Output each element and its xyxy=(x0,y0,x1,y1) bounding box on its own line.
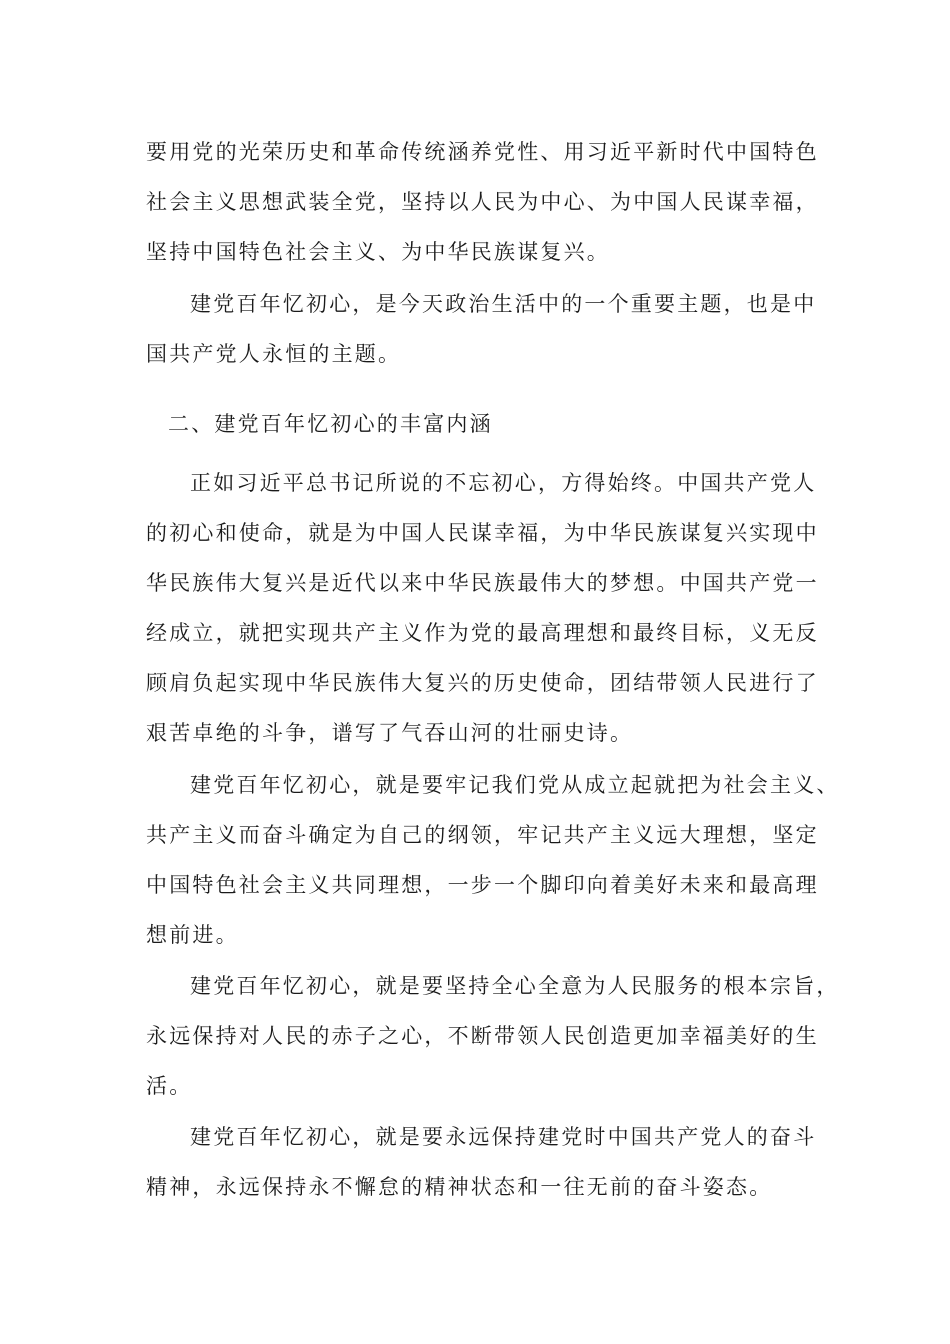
text-line: 顾肩负起实现中华民族伟大复兴的历史使命，团结带领人民进行了 xyxy=(146,671,819,695)
text-line: 建党百年忆初心，是今天政治生活中的一个重要主题，也是中 xyxy=(190,292,817,316)
text-line: 建党百年忆初心，就是要牢记我们党从成立起就把为社会主义、 xyxy=(190,773,840,797)
text-line: 建党百年忆初心，就是要永远保持建党时中国共产党人的奋斗 xyxy=(190,1125,817,1149)
text-line: 经成立，就把实现共产主义作为党的最高理想和最终目标，义无反 xyxy=(146,621,819,645)
text-line: 中国特色社会主义共同理想，一步一个脚印向着美好未来和最高理 xyxy=(146,873,819,897)
text-line: 艰苦卓绝的斗争，谱写了气吞山河的壮丽史诗。 xyxy=(146,721,634,745)
text-line: 建党百年忆初心，就是要坚持全心全意为人民服务的根本宗旨， xyxy=(190,974,840,998)
text-line: 正如习近平总书记所说的不忘初心，方得始终。中国共产党人 xyxy=(190,471,817,495)
text-line: 想前进。 xyxy=(146,923,239,947)
text-line: 华民族伟大复兴是近代以来中华民族最伟大的梦想。中国共产党一 xyxy=(146,571,819,595)
text-line: 社会主义思想武装全党，坚持以人民为中心、为中国人民谋幸福， xyxy=(146,190,819,214)
section-heading-text: 二、建党百年忆初心的丰富内涵 xyxy=(168,412,493,436)
text-line: 国共产党人永恒的主题。 xyxy=(146,342,402,366)
text-line: 永远保持对人民的赤子之心，不断带领人民创造更加幸福美好的生 xyxy=(146,1024,819,1048)
text-line: 的初心和使命，就是为中国人民谋幸福，为中华民族谋复兴实现中 xyxy=(146,521,819,545)
text-line: 共产主义而奋斗确定为自己的纲领，牢记共产主义远大理想，坚定 xyxy=(146,823,819,847)
text-line: 要用党的光荣历史和革命传统涵养党性、用习近平新时代中国特色 xyxy=(146,140,819,164)
text-line: 精神，永远保持永不懈怠的精神状态和一往无前的奋斗姿态。 xyxy=(146,1175,773,1199)
text-line: 坚持中国特色社会主义、为中华民族谋复兴。 xyxy=(146,240,610,264)
text-line: 活。 xyxy=(146,1074,193,1098)
